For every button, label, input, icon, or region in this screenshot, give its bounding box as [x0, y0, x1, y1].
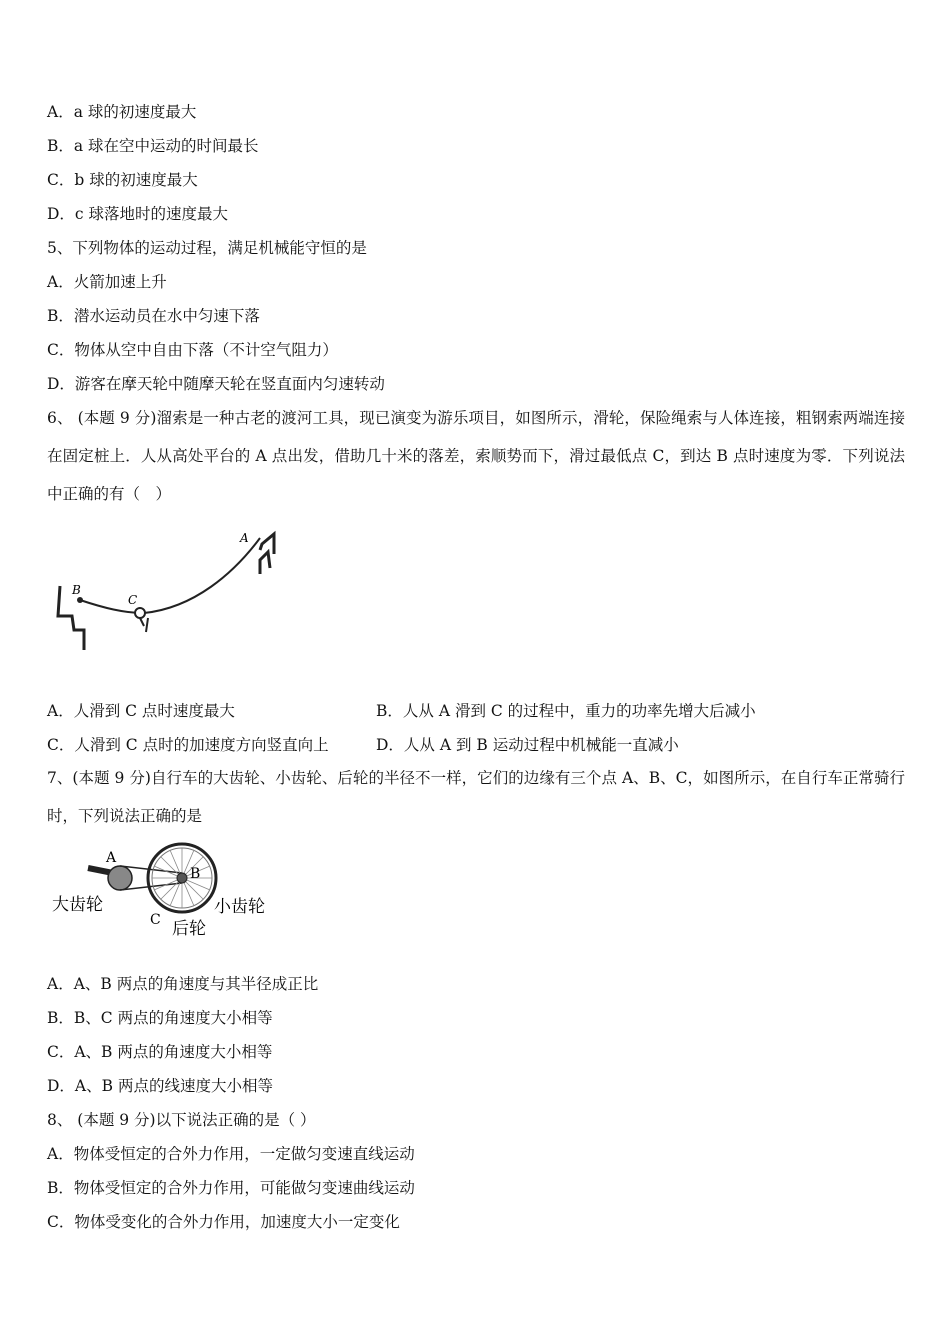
label-a: A	[106, 850, 117, 866]
q5-option-a: A．火箭加速上升	[47, 273, 167, 291]
right-post	[260, 552, 270, 574]
q8-option-c: C．物体受变化的合外力作用，加速度大小一定变化	[47, 1213, 400, 1231]
q8-option-b: B．物体受恒定的合外力作用，可能做匀变速曲线运动	[47, 1179, 415, 1197]
q7-option-b: B．B、C 两点的角速度大小相等	[47, 1009, 273, 1027]
label-small-gear: 小齿轮	[214, 897, 265, 917]
cable	[80, 538, 260, 613]
bicycle-gear-figure	[48, 840, 278, 944]
q6-option-a: A．人滑到 C 点时速度最大	[47, 702, 235, 720]
q6-option-b: B．人从 A 滑到 C 的过程中，重力的功率先增大后减小	[376, 702, 756, 720]
q5-option-c: C．物体从空中自由下落（不计空气阻力）	[47, 341, 338, 359]
q4-option-c: C．b 球的初速度最大	[47, 171, 198, 189]
label-c: C	[150, 912, 161, 928]
small-gear	[177, 873, 187, 883]
big-gear	[108, 866, 132, 890]
q5-stem: 5、下列物体的运动过程，满足机械能守恒的是	[47, 239, 367, 257]
q7-stem: 7、(本题 9 分)自行车的大齿轮、小齿轮、后轮的半径不一样，它们的边缘有三个点 A、B、C，如图所示，在自行车正常骑行时，下列说法正确的是	[47, 769, 905, 825]
label-a: A	[240, 531, 249, 545]
q4-option-a: A．a 球的初速度最大	[47, 103, 197, 121]
q7-option-a: A．A、B 两点的角速度与其半径成正比	[47, 975, 319, 993]
label-big-gear: 大齿轮	[52, 895, 103, 915]
zipline-figure	[44, 518, 284, 670]
label-b: B	[190, 866, 201, 882]
point-b	[77, 597, 83, 603]
q4-option-d: D．c 球落地时的速度最大	[47, 205, 229, 223]
label-b: B	[72, 583, 81, 597]
q5-option-b: B．潜水运动员在水中匀速下落	[47, 307, 260, 325]
person-c	[140, 618, 148, 632]
q8-stem: 8、 (本题 9 分)以下说法正确的是（ ）	[47, 1111, 316, 1129]
q8-option-a: A．物体受恒定的合外力作用，一定做匀变速直线运动	[47, 1145, 415, 1163]
q7-option-c: C．A、B 两点的角速度大小相等	[47, 1043, 273, 1061]
q4-option-b: B．a 球在空中运动的时间最长	[47, 137, 259, 155]
label-rear-wheel: 后轮	[172, 919, 206, 939]
q6-stem: 6、 (本题 9 分)溜索是一种古老的渡河工具，现已演变为游乐项目，如图所示，滑轮，保险绳索与人体连接，粗钢索两端连接在固定桩上．人从高处平台的 A 点出发，借助几十米的落差，索顺势而下，滑过最低点 C，到达 B 点时速度为零．下列说法中正确的有（ ）	[47, 409, 905, 503]
q6-option-d: D．人从 A 到 B 运动过程中机械能一直减小	[376, 736, 679, 754]
pulley-c	[135, 608, 145, 618]
label-c: C	[128, 593, 138, 607]
q6-option-c: C．人滑到 C 点时的加速度方向竖直向上	[47, 736, 329, 754]
q5-option-d: D．游客在摩天轮中随摩天轮在竖直面内匀速转动	[47, 375, 385, 393]
q7-option-d: D．A、B 两点的线速度大小相等	[47, 1077, 273, 1095]
